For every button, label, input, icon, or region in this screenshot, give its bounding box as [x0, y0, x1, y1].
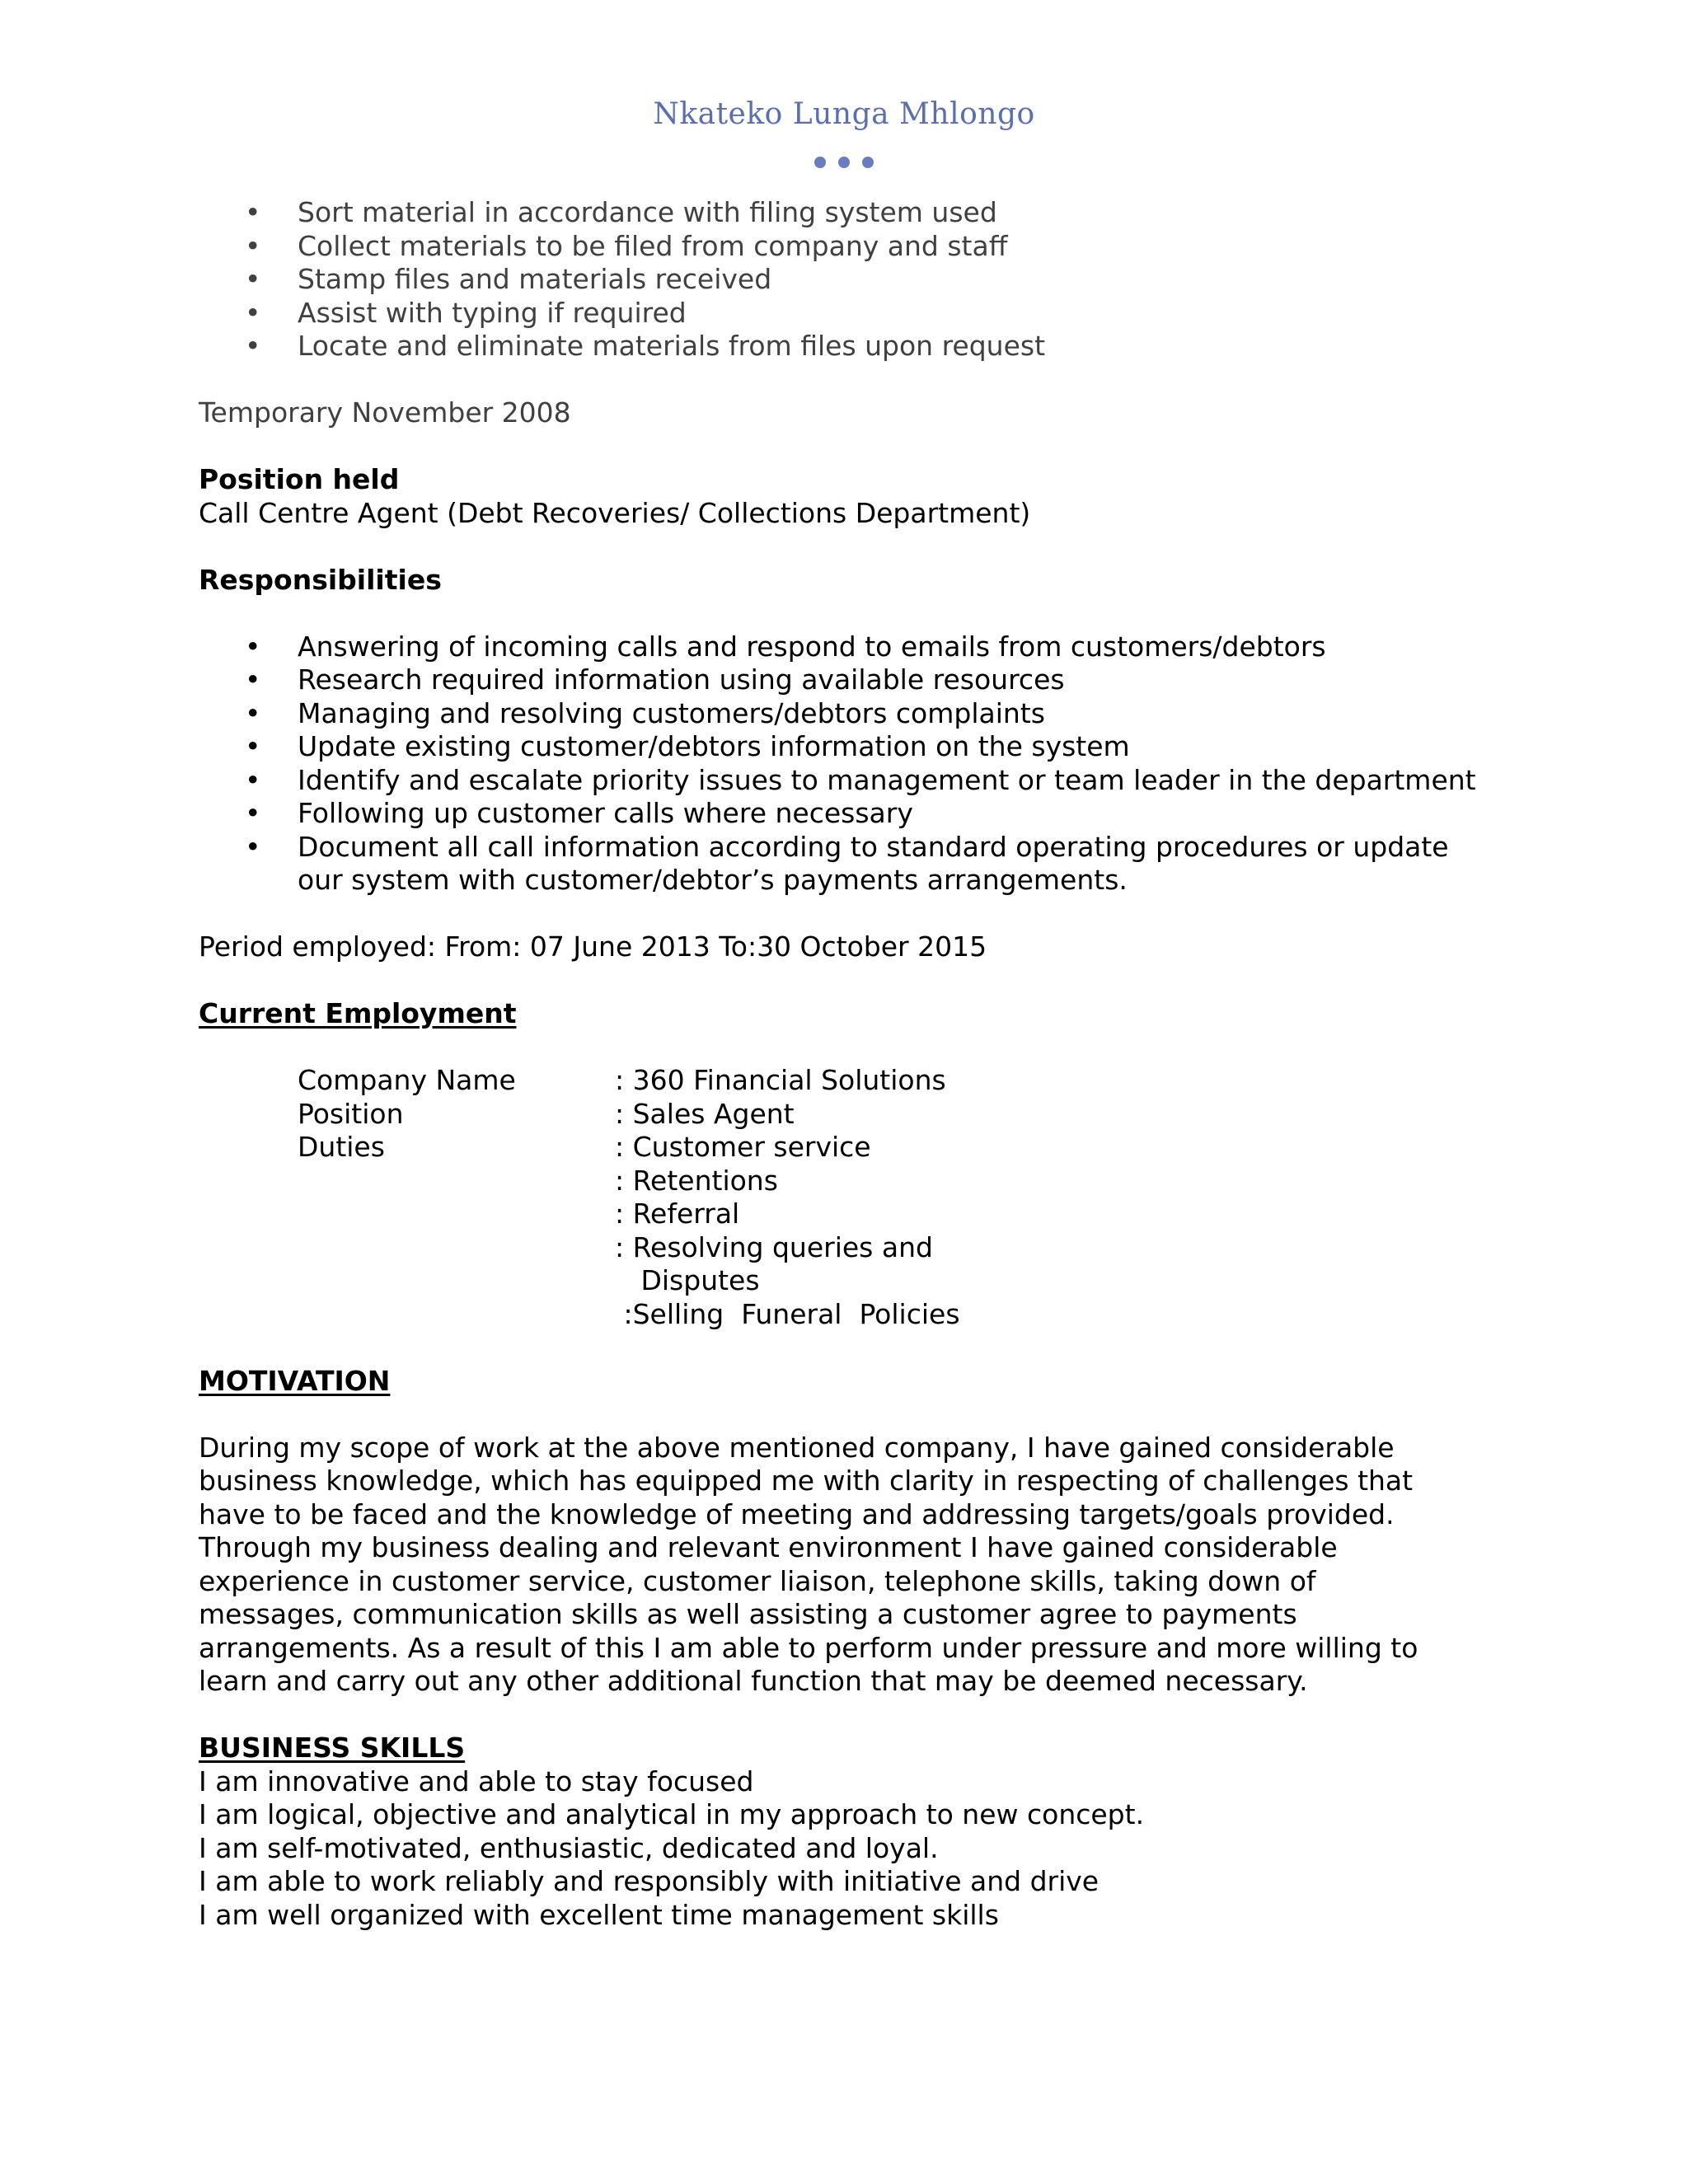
position-value: Call Centre Agent (Debt Recoveries/ Collections Department) — [199, 496, 1031, 529]
row-value: Disputes — [615, 1264, 760, 1296]
paragraph-line: business knowledge, which has equipped me with clarity in respecting of challenges that — [199, 1465, 1414, 1497]
list-item: • Managing and resolving customers/debtors complaints — [199, 697, 1484, 731]
list-item: • Answering of incoming calls and respond to emails from customers/debtors — [199, 630, 1484, 664]
current-employment-table — [298, 1064, 1484, 1331]
current-employment-heading: Current Employment — [199, 997, 517, 1029]
motivation-paragraph — [199, 1432, 1484, 1699]
list-item: • Following up customer calls where necessary — [199, 797, 1484, 831]
row-value: : Referral — [615, 1197, 740, 1230]
row-value: :Selling Funeral Policies — [615, 1297, 960, 1330]
business-skills-heading: BUSINESS SKILLS — [199, 1732, 466, 1764]
paragraph-line: messages, communication skills as well assisting a customer agree to payments — [199, 1598, 1297, 1630]
motivation-heading: MOTIVATION — [199, 1364, 391, 1397]
row-value: : Customer service — [615, 1131, 871, 1163]
table-row — [298, 1098, 1484, 1132]
header-dot — [814, 157, 826, 168]
paragraph-line: During my scope of work at the above mentioned company, I have gained considerable — [199, 1431, 1395, 1464]
row-label: Company Name — [298, 1064, 516, 1096]
responsibilities-heading: Responsibilities — [199, 563, 442, 596]
paragraph-line: Through my business dealing and relevant environment I have gained considerable — [199, 1531, 1338, 1563]
table-row — [298, 1064, 1484, 1098]
skill-line: I am logical, objective and analytical in my approach to new concept. — [199, 1798, 1145, 1830]
filing-duties-list — [199, 196, 1484, 363]
table-row — [298, 1131, 1484, 1165]
row-value: : Resolving queries and — [615, 1230, 933, 1263]
period-employed: Period employed: From: 07 June 2013 To:30 October 2015 — [199, 930, 987, 963]
row-label — [298, 1264, 615, 1298]
paragraph-line: experience in customer service, customer liaison, telephone skills, taking down of — [199, 1564, 1316, 1597]
row-label: Position — [298, 1097, 404, 1130]
list-item: • Document all call information according to standard operating procedures or update our system with customer/debtor’s payments arrangements. — [199, 831, 1484, 898]
list-item: • Assist with typing if required — [199, 297, 1484, 330]
paragraph-line: have to be faced and the knowledge of meeting and addressing targets/goals provided. — [199, 1497, 1395, 1530]
row-value: : 360 Financial Solutions — [615, 1064, 946, 1096]
header-name: Nkateko Lunga Mhlongo — [653, 97, 1035, 131]
table-row — [298, 1298, 1484, 1332]
resume-content — [199, 196, 1484, 1932]
paragraph-line: arrangements. As a result of this I am able to perform under pressure and more willing to — [199, 1631, 1418, 1664]
row-label — [298, 1298, 615, 1332]
list-item: • Stamp files and materials received — [199, 263, 1484, 297]
header-dot — [838, 157, 850, 168]
row-value: : Sales Agent — [615, 1097, 795, 1130]
row-label — [298, 1197, 615, 1231]
list-item: • Research required information using available resources — [199, 663, 1484, 697]
row-label: Duties — [298, 1131, 385, 1163]
skill-line: I am able to work reliably and responsibly with initiative and drive — [199, 1865, 1100, 1897]
skill-line: I am innovative and able to stay focused — [199, 1765, 754, 1797]
table-row — [298, 1197, 1484, 1231]
table-row — [298, 1165, 1484, 1198]
temporary-line: Temporary November 2008 — [199, 396, 571, 429]
row-label — [298, 1165, 615, 1198]
business-skills-list — [199, 1765, 1484, 1933]
list-item: • Sort material in accordance with filing system used — [199, 196, 1484, 230]
row-label — [298, 1231, 615, 1265]
responsibilities-list — [199, 630, 1484, 898]
table-row — [298, 1264, 1484, 1298]
row-value: : Retentions — [615, 1164, 778, 1197]
position-heading: Position held — [199, 463, 400, 495]
list-item: • Collect materials to be filed from company and staff — [199, 230, 1484, 264]
list-item: • Update existing customer/debtors information on the system — [199, 730, 1484, 764]
table-row — [298, 1231, 1484, 1265]
skill-line: I am self-motivated, enthusiastic, dedicated and loyal. — [199, 1831, 939, 1864]
list-item: • Locate and eliminate materials from files upon request — [199, 330, 1484, 363]
paragraph-line: learn and carry out any other additional function that may be deemed necessary. — [199, 1665, 1308, 1697]
header-dots-divider — [0, 157, 1688, 168]
header-dot — [862, 157, 874, 168]
list-item: • Identify and escalate priority issues to management or team leader in the department — [199, 764, 1484, 798]
skill-line: I am well organized with excellent time management skills — [199, 1898, 999, 1931]
